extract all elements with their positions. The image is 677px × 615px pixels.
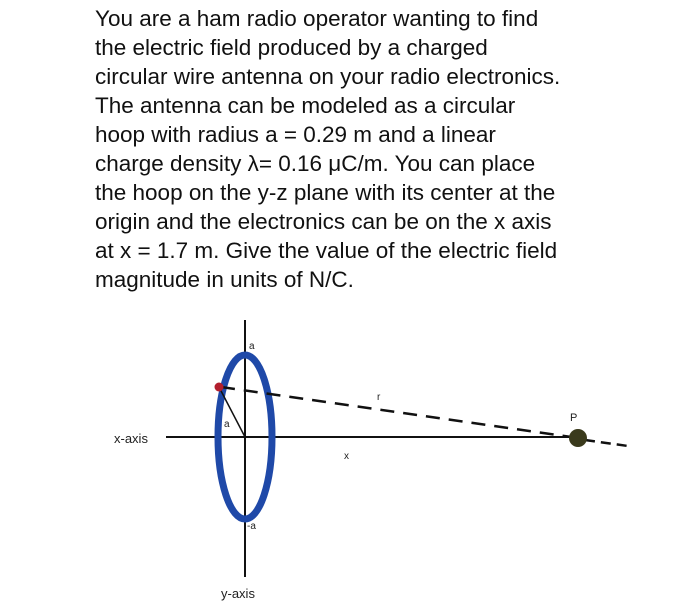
problem-line: The antenna can be modeled as a circular xyxy=(95,93,516,118)
problem-line: the hoop on the y-z plane with its center at the xyxy=(95,180,556,205)
problem-line: hoop with radius a = 0.29 m and a linear xyxy=(95,122,496,147)
problem-line: You are a ham radio operator wanting to find xyxy=(95,6,539,31)
top-a-label: a xyxy=(249,341,255,352)
radius-line xyxy=(219,387,245,437)
x-axis-extension xyxy=(585,440,628,446)
problem-line: charge density λ= 0.16 μC/m. You can place xyxy=(95,151,536,176)
x-distance-label: x xyxy=(344,451,349,462)
p-label: P xyxy=(570,412,578,424)
point-p xyxy=(569,429,587,447)
problem-line: at x = 1.7 m. Give the value of the electric field xyxy=(95,238,558,263)
charge-element-point xyxy=(215,383,224,392)
problem-line: magnitude in units of N/C. xyxy=(95,267,354,292)
neg-a-label: -a xyxy=(247,521,256,532)
problem-line: circular wire antenna on your radio electronics. xyxy=(95,64,561,89)
problem-line: the electric field produced by a charged xyxy=(95,35,488,60)
inner-a-label: a xyxy=(224,419,230,430)
y-axis-label: y-axis xyxy=(221,586,255,601)
r-label: r xyxy=(377,392,381,403)
problem-line: origin and the electronics can be on the x axis xyxy=(95,209,552,234)
x-axis-label: x-axis xyxy=(114,431,148,446)
